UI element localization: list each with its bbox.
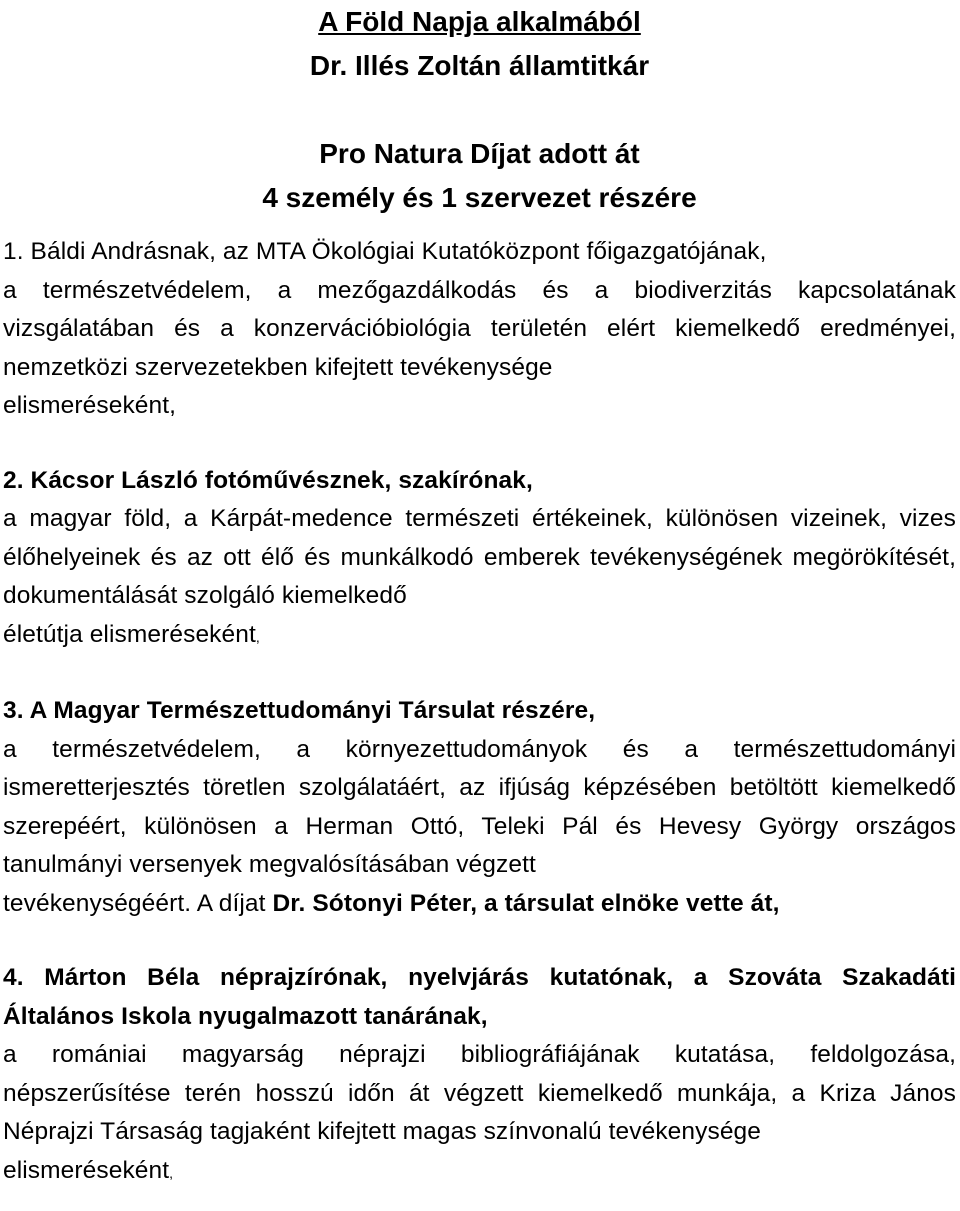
award-item-4-heading: 4. Márton Béla néprajzírónak, nyelvjárás kutatónak, a Szováta Szakadáti Általános Iskola nyugalmazott tanárának, [3, 964, 956, 1030]
award-item-1-heading: 1. Báldi Andrásnak, az MTA Ökológiai Kutatóközpont főigazgatójának, [3, 238, 767, 265]
header-line-1: A Föld Napja alkalmából [318, 6, 641, 37]
header-line-3: Pro Natura Díjat adott át [319, 138, 640, 169]
document-header [3, 0, 956, 220]
award-item-2-body: a magyar föld, a Kárpát-medence természeti értékeinek, különösen vizeinek, vizes élőhelyeinek és az ott élő és munkálkodó emberek tevékenységének megörökítését, dokumentálását szolgáló kiemelkedő [3, 505, 956, 609]
header-spacer [3, 88, 956, 132]
award-item-2 [3, 462, 956, 657]
award-item-3-body-end-line [3, 885, 956, 924]
award-item-3-body: a természetvédelem, a környezettudományok és a természettudományi ismeretterjesztés töretlen szolgálatáért, az ifjúság képzésében betöltött kiemelkedő szerepéért, különösen a Herman Ottó, Teleki Pál és Hevesy György országos tanulmányi versenyek megvalósításában végzett [3, 735, 956, 878]
award-item-2-trailing-comma: , [255, 628, 260, 645]
award-item-1-body-end: elismeréseként, [3, 392, 177, 419]
award-item-4-trailing-comma: , [169, 1164, 174, 1181]
header-line-4: 4 személy és 1 szervezet részére [262, 182, 697, 213]
award-item-3-body-end: tevékenységéért. A díjat [3, 889, 273, 917]
header-line-2: Dr. Illés Zoltán államtitkár [309, 50, 650, 81]
award-item-3-recipient: Dr. Sótonyi Péter, a társulat elnöke vette át, [272, 889, 780, 917]
award-item-4-body: a romániai magyarság néprajzi bibliográfiájának kutatása, feldolgozása, népszerűsítése terén hosszú időn át végzett kiemelkedő munkája, a Kriza János Néprajzi Társaság tagjaként kifejtett magas színvonalú tevékenysége [3, 1041, 956, 1145]
award-item-3-heading: 3. A Magyar Természettudományi Társulat részére, [3, 697, 596, 724]
award-item-1 [3, 233, 956, 426]
award-item-2-body-end-line [3, 616, 956, 657]
award-item-3 [3, 692, 956, 923]
award-item-4 [3, 959, 956, 1192]
award-item-4-body-end: elismeréseként [3, 1156, 170, 1184]
award-item-1-body: a természetvédelem, a mezőgazdálkodás és a biodiverzitás kapcsolatának vizsgálatában és a konzervációbiológia területén elért kiemelkedő eredményei, nemzetközi szervezetekben kifejtett tevékenysége [3, 276, 956, 381]
award-item-4-body-end-line [3, 1152, 956, 1193]
award-item-2-heading: 2. Kácsor László fotóművésznek, szakírónak, [3, 466, 533, 494]
award-item-2-body-end: életútja elismeréseként [3, 620, 256, 648]
